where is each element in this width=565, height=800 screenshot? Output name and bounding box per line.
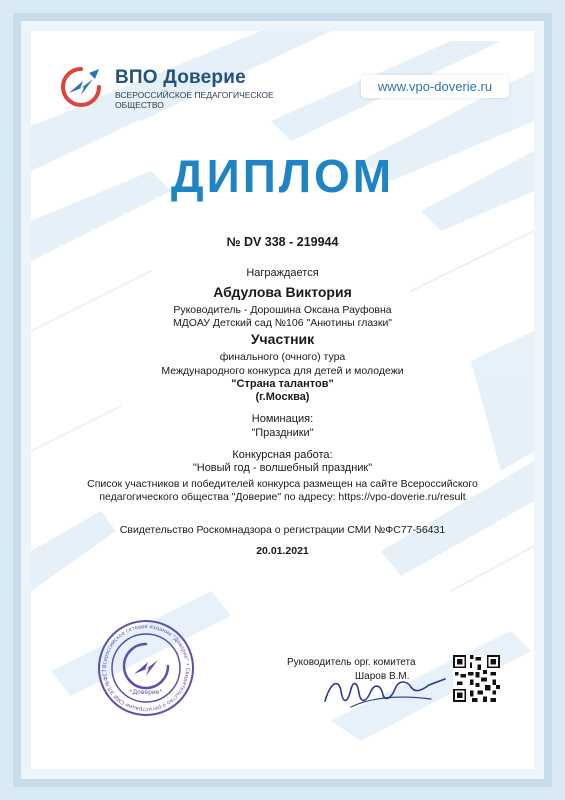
contest-city: (г.Москва) [255,391,310,403]
contest-description: Международного конкурса для детей и молодежи [161,365,404,377]
qr-code-icon[interactable] [453,655,500,702]
tour-line: финального (очного) тура [219,351,346,363]
leader-line: Руководитель - Дорошина Оксана Рауфовна [173,304,392,316]
work-label: Конкурсная работа: [232,449,333,461]
diploma-number: № DV 338 - 219944 [226,235,339,249]
awarded-label: Награждается [246,267,319,279]
diploma-sheet [31,31,534,769]
signer-name: Шаров В.М. [355,671,410,682]
nomination-value: "Праздники" [251,427,314,439]
nomination-label: Номинация: [251,413,314,425]
issue-date: 20.01.2021 [256,545,309,557]
signer-role: Руководитель орг. комитета [287,657,416,668]
official-stamp-icon [96,618,196,718]
participant-role: Участник [250,331,315,347]
registration-certificate: Свидетельство Роскомнадзора о регистрации СМИ №ФС77-56431 [119,524,446,536]
vpo-logo [59,65,289,115]
website-link[interactable]: www.vpo-doverie.ru [361,75,509,98]
stamp-ring-text: Всероссийское сетевое издание "Доверие" • Свидетельство о регистрации СМИ ЭЛ №ФС7 [101,623,191,713]
contest-name: "Страна талантов" [231,378,334,390]
logo-subtitle: ВСЕРОССИЙСКОЕ ПЕДАГОГИЧЕСКОЕ ОБЩЕСТВО [115,90,274,110]
results-notice: Список участников и победителей конкурса размещен на сайте Всероссийского педагогического общества "Доверие" по адресу: https://vpo-doverie.ru/result [87,478,478,503]
diploma-title: ДИПЛОМ [170,150,395,202]
organization-line: МДОАУ Детский сад №106 "Анютины глазки" [172,317,393,329]
stamp-center-text: "Доверие" [129,689,163,696]
logo-circle-icon [59,65,103,109]
work-title: "Новый год - волшебный праздник" [192,462,373,474]
recipient-name: Абдулова Виктория [213,284,352,300]
logo-title: ВПО Доверие [115,67,246,88]
